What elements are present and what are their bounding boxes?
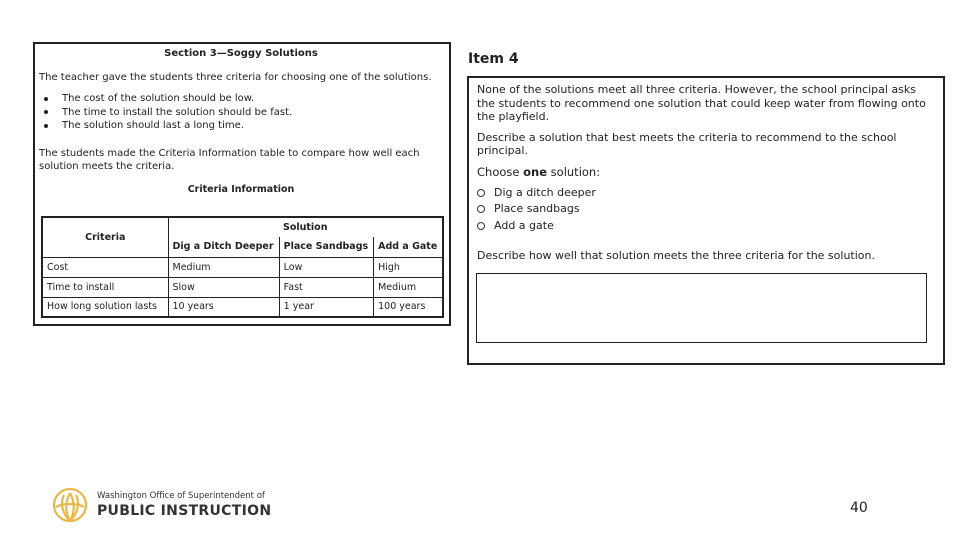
table-cell: High [374,257,443,277]
column-header: Add a Gate [374,237,443,257]
item-label: Item 4 [468,51,519,67]
table-cell: 10 years [168,297,279,317]
radio-icon[interactable] [477,205,485,213]
bullet-icon [44,97,48,101]
list-item: The cost of the solution should be low. [41,92,443,106]
section-panel [33,42,451,326]
bullet-icon [44,124,48,128]
list-item: The time to install the solution should be fast. [41,106,443,120]
answer-textbox[interactable] [476,273,927,343]
row-criterion: How long solution lasts [42,297,168,317]
section-intro: The teacher gave the students three criteria for choosing one of the solutions. [39,72,432,83]
table-row [42,277,443,297]
criteria-header: Criteria [42,217,168,257]
item-paragraph: None of the solutions meet all three criteria. However, the school principal asks the students to recommend one solution that could keep water from flowing onto the playfield. [477,83,926,123]
table-cell: Medium [374,277,443,297]
column-header: Place Sandbags [279,237,373,257]
table-intro: The students made the Criteria Information table to compare how well each solution meets the criteria. [39,147,420,172]
table-cell: Slow [168,277,279,297]
bullet-icon [44,110,48,114]
table-title: Criteria Information [187,183,295,195]
item-panel [467,76,945,365]
row-criterion: Time to install [42,277,168,297]
solution-header: Solution [168,217,443,237]
org-name-large: PUBLIC INSTRUCTION [97,503,272,519]
solution-options [477,185,935,235]
section-title: Section 3—Soggy Solutions [164,48,318,59]
option-add-gate[interactable]: Add a gate [477,218,935,235]
table-cell: Low [279,257,373,277]
table-row [42,257,443,277]
table-cell: Medium [168,257,279,277]
option-dig-ditch[interactable]: Dig a ditch deeper [477,185,935,202]
table-cell: 1 year [279,297,373,317]
table-cell: Fast [279,277,373,297]
org-name-small: Washington Office of Superintendent of [97,491,265,501]
item-paragraph: Describe a solution that best meets the criteria to recommend to the school principal. [477,130,897,157]
table-cell: 100 years [374,297,443,317]
criteria-table [41,216,444,318]
option-place-sandbags[interactable]: Place sandbags [477,201,935,218]
table-row [42,297,443,317]
criteria-list [41,92,443,133]
ospi-logo-icon [52,487,88,523]
page-number: 40 [850,500,868,516]
radio-icon[interactable] [477,222,485,230]
list-item: The solution should last a long time. [41,119,443,133]
choose-instruction: Choose one solution: [477,164,601,179]
column-header: Dig a Ditch Deeper [168,237,279,257]
describe-instruction: Describe how well that solution meets the three criteria for the solution. [477,249,875,262]
radio-icon[interactable] [477,189,485,197]
row-criterion: Cost [42,257,168,277]
